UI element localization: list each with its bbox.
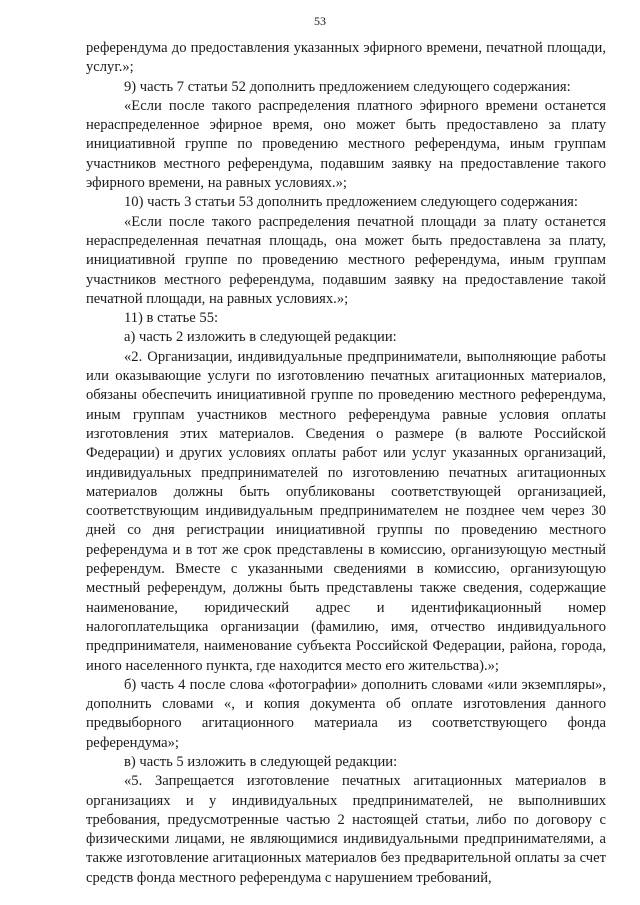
paragraph: «2. Организации, индивидуальные предприниматели, выполняющие работы или оказывающие услуги по изготовлению печатных агитационных материалов, обязаны обеспечить инициативной группе по проведению местного референдума, иным группам участников местного референдума равные условия оплаты изготовления этих материалов. Сведения о размере (в валюте Российской Федерации) и других условиях оплаты работ или услуг указанных организаций, индивидуальных предпринимателей по изготовлению печатных агитационных материалов должны быть опубликованы соответствующей организацией, соответствующим индивидуальным предпринимателем не позднее чем через 30 дней со дня регистрации инициативной группы по проведению местного референдума и в тот же срок представлены в комиссию, организующую местный референдум. Вместе с указанными сведениями в комиссию, организующую местный референдум, должны быть представлены также сведения, содержащие наименование, юридический адрес и идентификационный номер налогоплательщика организации (фамилию, имя, отчество индивидуального предпринимателя, наименование субъекта Российской Федерации, района, города, иного населенного пункта, где находится место его жительства).»;	[86, 348, 606, 674]
document-body	[86, 39, 606, 888]
paragraph: а) часть 2 изложить в следующей редакции:	[124, 329, 397, 346]
paragraph: «5. Запрещается изготовление печатных агитационных материалов в организациях и у индивидуальных предпринимателей, не выполнивших требования, предусмотренные частью 2 настоящей статьи, либо по договору с физическими лицами, не являющимися индивидуальными предпринимателями, а также изготовление агитационных материалов без предварительной оплаты за счет средств фонда местного референдума с нарушением требований,	[86, 773, 606, 886]
paragraph: «Если после такого распределения печатной площади за плату останется нераспределенная печатная площадь, она может быть предоставлена за плату, инициативной группе по проведению местного референдума, иным группам участников местного референдума, подавшим заявку на предоставление такой печатной площади, на равных условиях.»;	[86, 213, 606, 307]
page-number: 53	[314, 14, 326, 28]
paragraph: 11) в статье 55:	[124, 310, 219, 327]
paragraph: 10) часть 3 статьи 53 дополнить предложением следующего содержания:	[124, 194, 578, 211]
paragraph: «Если после такого распределения платного эфирного времени останется нераспределенное эфирное время, оно может быть предоставлено за плату инициативной группе по проведению местного референдума, иным группам участников местного референдума, подавшим заявку на предоставление такого эфирного времени, на равных условиях.»;	[86, 97, 606, 192]
paragraph: в) часть 5 изложить в следующей редакции:	[124, 753, 398, 770]
paragraph: 9) часть 7 статьи 52 дополнить предложением следующего содержания:	[124, 78, 571, 95]
paragraph: б) часть 4 после слова «фотографии» дополнить словами «или экземпляры», дополнить словами «, и копия документа об оплате изготовления данного предвыборного агитационного материала из соответствующего фонда референдума»;	[86, 676, 606, 751]
paragraph: референдума до предоставления указанных эфирного времени, печатной площади, услуг.»;	[86, 40, 606, 76]
